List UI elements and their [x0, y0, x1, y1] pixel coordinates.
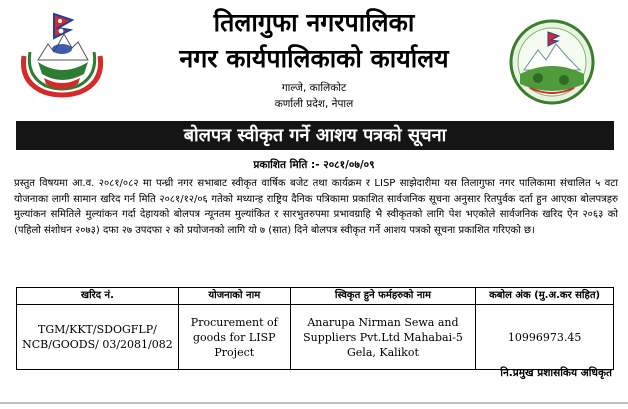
bottom-divider	[0, 402, 628, 404]
published-date: प्रकाशित मिति :- २०८१/०७/०९	[253, 159, 375, 171]
office-title: नगर कार्यपालिकाको कार्यालय	[179, 44, 449, 73]
table-row	[17, 305, 614, 370]
municipality-title: तिलागुफा नगरपालिका	[213, 8, 415, 37]
header-project-name: योजनाको नाम	[178, 288, 290, 305]
notice-body: प्रस्तुत विषयमा आ.व. २०८१/०८२ मा पन्ध्री नगर सभाबाट स्वीकृत वार्षिक बजेट तथा कार्यक्रम र LISP साझेदारीमा यस तिलागुफा नगर पालिकामा संचालित ५ वटा योजनाका लागी सामान खरिद गर्न मिति २०८१/१२/०६ गतेको मध्यान्ह राष्ट्रिय दैनिक पत्रिकामा प्रकाशित सार्वजनिक सूचना अनुसार रितपुर्वक दर्ता हुन आएका बोलपत्रहरु मुल्यांकन समितिले मुल्यांकन गर्दा देहायको बोलपत्र न्यूनतम मुल्यांकित र सारभुतरुपमा प्रभावग्राहि भै स्वीकृतको लागि पेश भएकोले सार्वजनिक खरिद ऐन २०६३ को (पहिलो संशोधन २०७३) दफा २७ उपदफा २ को प्रयोजनको लागि यो ७ (सात) दिने बोलपत्र स्वीकृत गर्ने आशय पत्रको सूचना प्रकाशित गरिएको छ।	[14, 178, 618, 236]
municipality-logo-icon	[508, 18, 596, 106]
cell-bid-amount: 10996973.45	[476, 305, 614, 370]
signatory-title: नि.प्रमुख प्रशासकिय अधिकृत	[500, 367, 612, 379]
cell-firm-name: Anarupa Nirman Sewa and Suppliers Pvt.Ltd Mahabai-5 Gela, Kalikot	[290, 305, 476, 370]
cell-procurement-no: TGM/KKT/SDOGFLP/ NCB/GOODS/ 03/2081/082	[17, 305, 179, 370]
header-procurement-no: खरिद नं.	[17, 288, 179, 305]
office-province: कर्णाली प्रदेश, नेपाल	[274, 98, 354, 110]
header-bid-amount: कबोल अंक (मु.अ.कर सहित)	[476, 288, 614, 305]
cell-project-name: Procurement of goods for LISP Project	[178, 305, 290, 370]
header-firm-name: स्विकृत हुने फर्महरुको नाम	[290, 288, 476, 305]
notice-title-banner: बोलपत्र स्वीकृत गर्ने आशय पत्रको सूचना	[16, 121, 614, 150]
nepal-emblem-icon	[14, 4, 110, 100]
contract-table	[16, 287, 614, 370]
table-header-row	[17, 288, 614, 305]
office-locality: गाल्जे, कालिकोट	[281, 82, 347, 94]
